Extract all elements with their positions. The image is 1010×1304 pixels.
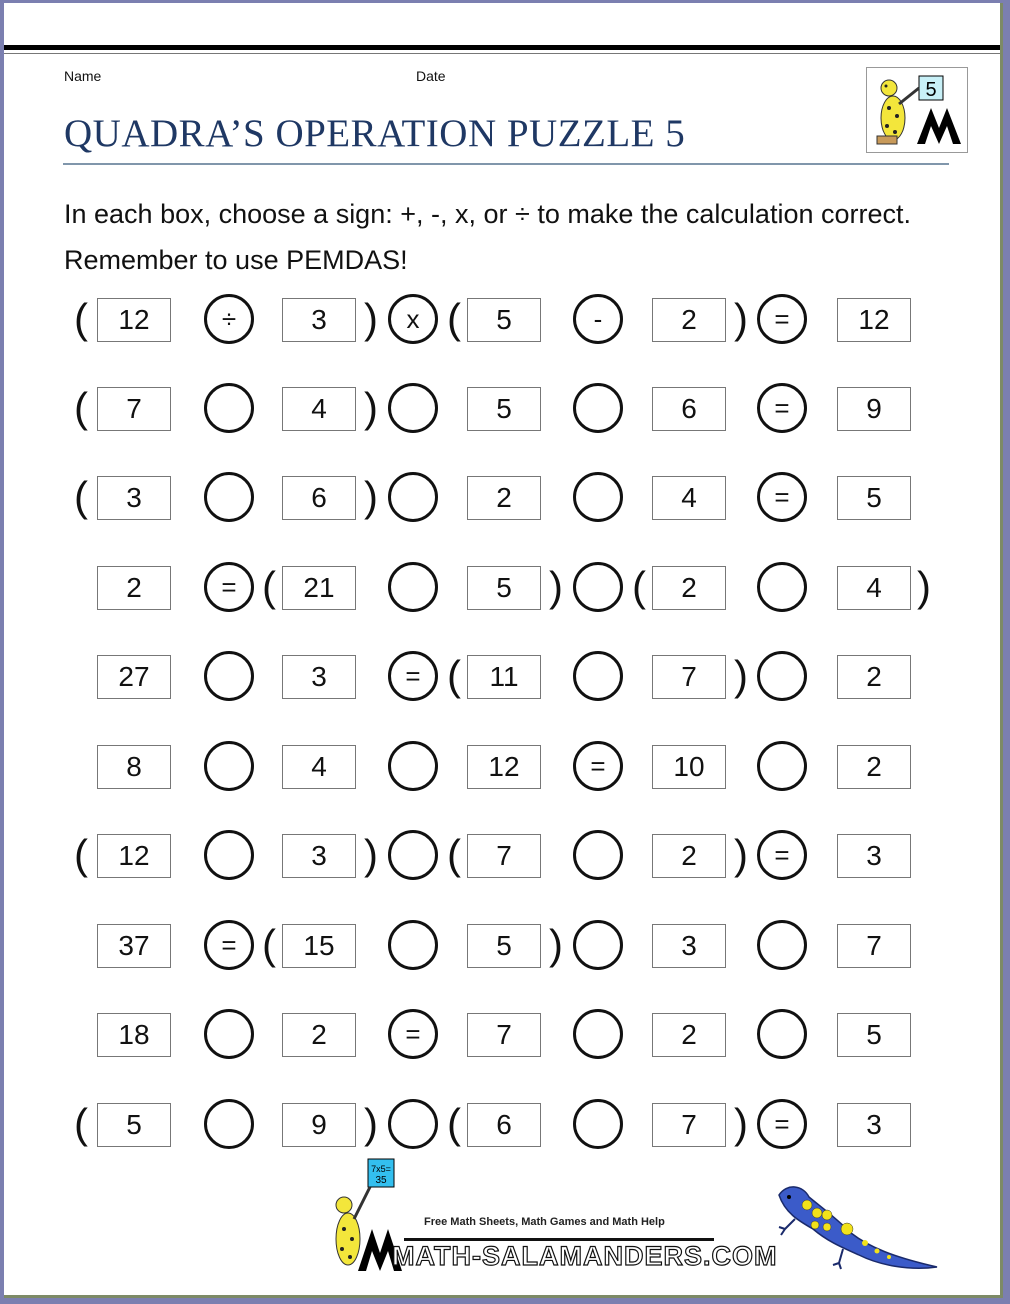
operator-circle[interactable]: x [388,294,438,344]
puzzle-row-4 [4,558,1003,618]
open-paren: ( [74,831,88,878]
close-paren: ) [364,1100,378,1147]
title-underline [63,163,949,165]
number-box: 5 [467,566,541,610]
number-box: 2 [652,566,726,610]
number-box: 6 [282,476,356,520]
operator-circle[interactable] [204,472,254,522]
number-box: 9 [837,387,911,431]
close-paren: ) [364,384,378,431]
number-box: 2 [282,1013,356,1057]
open-paren: ( [74,295,88,342]
number-box: 12 [467,745,541,789]
operator-circle[interactable] [388,472,438,522]
operator-circle[interactable] [757,741,807,791]
number-box: 3 [282,298,356,342]
puzzle-row-8 [4,916,1003,976]
operator-circle[interactable]: = [757,383,807,433]
operator-circle[interactable] [388,920,438,970]
operator-circle[interactable] [757,651,807,701]
puzzle-row-3 [4,468,1003,528]
operator-circle[interactable] [388,383,438,433]
number-box: 7 [97,387,171,431]
close-paren: ) [549,921,563,968]
operator-circle[interactable] [573,651,623,701]
number-box: 7 [652,655,726,699]
operator-circle[interactable]: = [757,830,807,880]
number-box: 6 [652,387,726,431]
puzzle-row-2 [4,379,1003,439]
date-label: Date [416,68,446,84]
close-paren: ) [364,473,378,520]
number-box: 7 [467,834,541,878]
instructions-text: In each box, choose a sign: +, -, x, or ÷ to make the calculation correct. Remember to use PEMDAS! [64,199,911,275]
number-box: 3 [837,1103,911,1147]
puzzle-row-5 [4,647,1003,707]
number-box: 3 [97,476,171,520]
open-paren: ( [447,831,461,878]
close-paren: ) [734,831,748,878]
operator-circle[interactable] [204,1099,254,1149]
operator-circle[interactable] [757,562,807,612]
number-box: 37 [97,924,171,968]
number-box: 5 [97,1103,171,1147]
number-box: 5 [467,924,541,968]
number-box: 15 [282,924,356,968]
open-paren: ( [447,1100,461,1147]
puzzle-row-9 [4,1005,1003,1065]
puzzle-row-6 [4,737,1003,797]
open-paren: ( [262,563,276,610]
number-box: 12 [837,298,911,342]
number-box: 2 [837,745,911,789]
number-box: 4 [837,566,911,610]
header-rule-thick [4,45,1000,50]
operator-circle[interactable] [573,562,623,612]
leopard-easel-icon [867,68,967,152]
puzzle-row-7 [4,826,1003,886]
open-paren: ( [74,473,88,520]
operator-circle[interactable]: ÷ [204,294,254,344]
operator-circle[interactable] [204,741,254,791]
number-box: 4 [282,745,356,789]
number-box: 2 [837,655,911,699]
number-box: 3 [837,834,911,878]
operator-circle[interactable] [573,830,623,880]
close-paren: ) [734,652,748,699]
number-box: 2 [97,566,171,610]
footer-tagline: Free Math Sheets, Math Games and Math Help [424,1216,665,1228]
operator-circle[interactable] [204,651,254,701]
open-paren: ( [447,652,461,699]
operator-circle[interactable] [757,1009,807,1059]
svg-text:35: 35 [375,1175,387,1186]
close-paren: ) [364,831,378,878]
operator-circle[interactable] [573,472,623,522]
number-box: 6 [467,1103,541,1147]
open-paren: ( [262,921,276,968]
operator-circle[interactable] [388,830,438,880]
number-box: 18 [97,1013,171,1057]
operator-circle[interactable] [573,1009,623,1059]
close-paren: ) [734,1100,748,1147]
number-box: 2 [652,1013,726,1057]
operator-circle[interactable]: = [573,741,623,791]
operator-circle[interactable]: = [388,651,438,701]
number-box: 4 [652,476,726,520]
header-rule-thin [4,53,1000,54]
operator-circle[interactable]: = [757,294,807,344]
number-box: 7 [467,1013,541,1057]
worksheet-page [4,3,1003,1298]
operator-circle[interactable] [204,830,254,880]
close-paren: ) [734,295,748,342]
operator-circle[interactable]: - [573,294,623,344]
number-box: 8 [97,745,171,789]
number-box: 5 [837,1013,911,1057]
close-paren: ) [917,563,931,610]
number-box: 2 [652,834,726,878]
puzzle-row-1 [4,290,1003,350]
operator-circle[interactable]: = [204,920,254,970]
number-box: 10 [652,745,726,789]
number-box: 27 [97,655,171,699]
salamander-icon [769,1183,944,1278]
number-box: 3 [282,655,356,699]
puzzle-row-10 [4,1095,1003,1155]
close-paren: ) [364,295,378,342]
salamander-illustration [769,1183,944,1278]
operator-circle[interactable] [573,383,623,433]
operator-circle[interactable] [573,1099,623,1149]
number-box: 21 [282,566,356,610]
level-logo [866,67,968,153]
operator-circle[interactable] [573,920,623,970]
operator-circle[interactable] [204,1009,254,1059]
number-box: 3 [652,924,726,968]
number-box: 5 [467,298,541,342]
page-title: QUADRA’S OPERATION PUZZLE 5 [64,112,686,155]
number-box: 5 [837,476,911,520]
number-box: 11 [467,655,541,699]
number-box: 7 [837,924,911,968]
close-paren: ) [549,563,563,610]
operator-circle[interactable] [757,920,807,970]
operator-circle[interactable] [204,383,254,433]
number-box: 5 [467,387,541,431]
number-box: 2 [652,298,726,342]
operator-circle[interactable]: = [757,472,807,522]
operator-circle[interactable]: = [204,562,254,612]
svg-text:5: 5 [925,79,937,101]
number-box: 7 [652,1103,726,1147]
operator-circle[interactable] [388,1099,438,1149]
number-box: 4 [282,387,356,431]
open-paren: ( [74,1100,88,1147]
operator-circle[interactable]: = [388,1009,438,1059]
operator-circle[interactable]: = [757,1099,807,1149]
number-box: 12 [97,298,171,342]
open-paren: ( [632,563,646,610]
site-link[interactable]: MATH-SALAMANDERS.COM [392,1241,778,1271]
open-paren: ( [74,384,88,431]
svg-text:7x5=: 7x5= [371,1164,391,1174]
operator-circle[interactable] [388,562,438,612]
open-paren: ( [447,295,461,342]
number-box: 9 [282,1103,356,1147]
number-box: 3 [282,834,356,878]
operator-circle[interactable] [388,741,438,791]
number-box: 12 [97,834,171,878]
number-box: 2 [467,476,541,520]
name-label: Name [64,68,102,84]
